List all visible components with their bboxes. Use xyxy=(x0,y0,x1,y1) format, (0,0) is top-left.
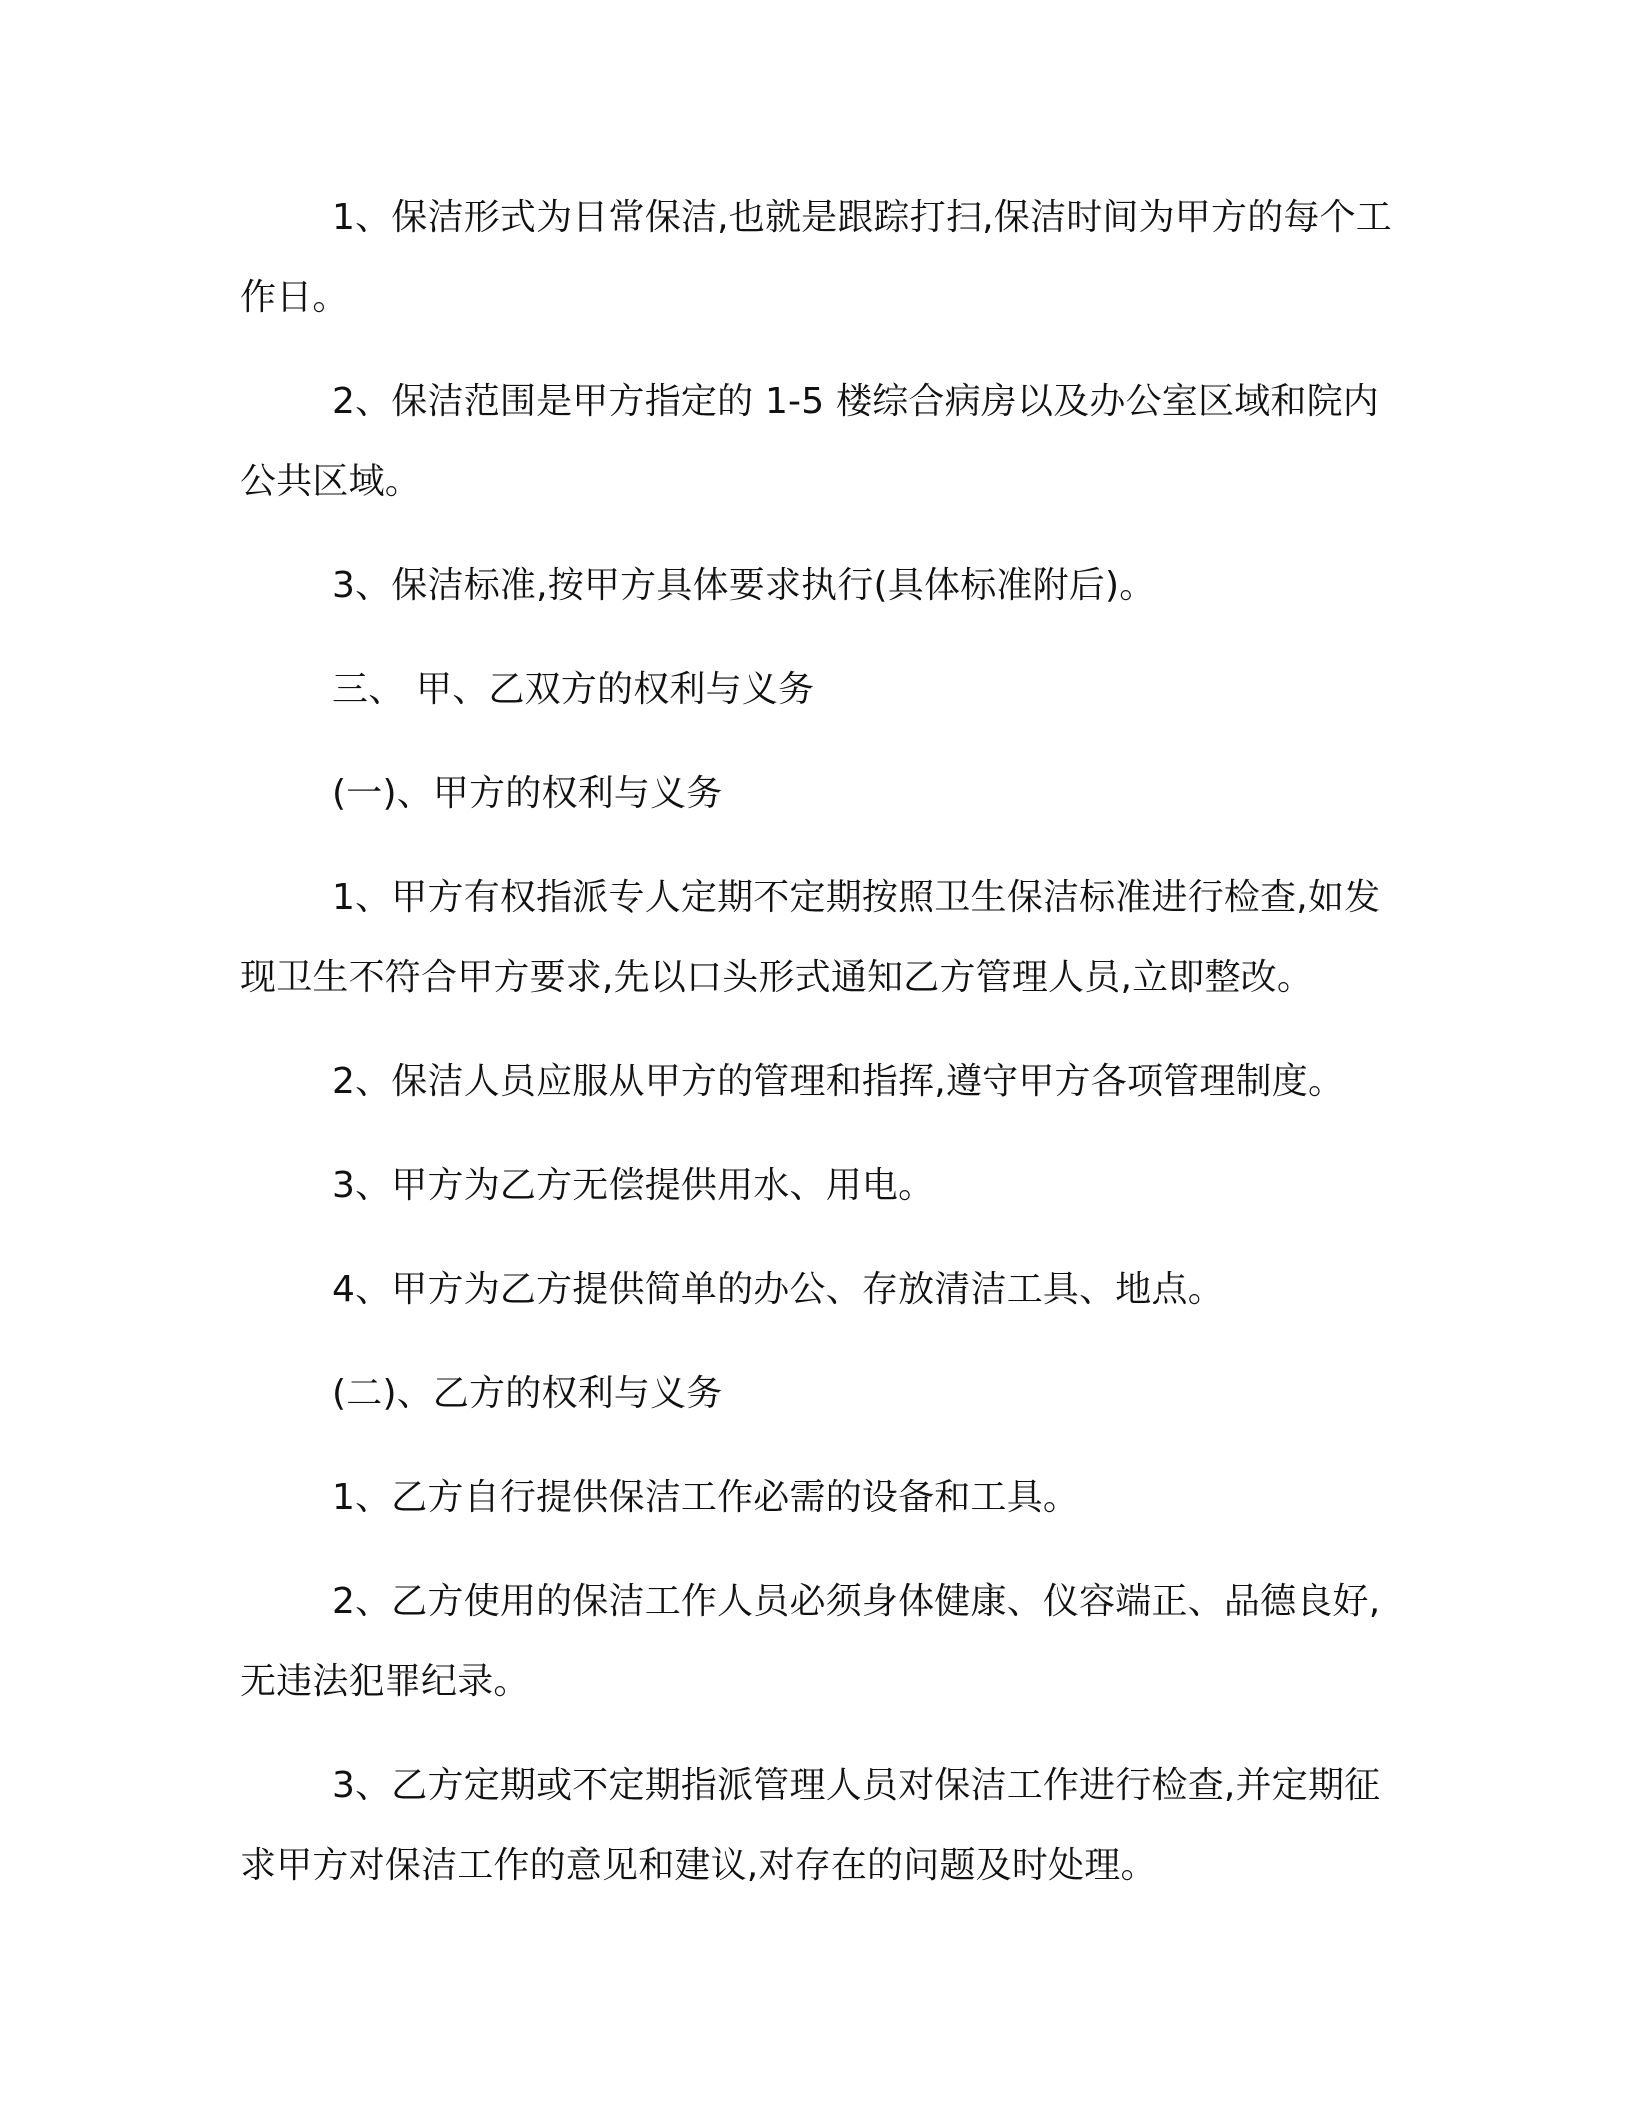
paragraph-water-electricity: 3、甲方为乙方无偿提供用水、用电。 xyxy=(332,1165,935,1206)
paragraph-cleaning-scope: 2、保洁范围是甲方指定的 1-5 楼综合病房以及办公室区域和院内公共区域。 xyxy=(240,381,1379,502)
subsection-heading-party-a: (一)、甲方的权利与义务 xyxy=(332,773,723,814)
subsection-heading-party-b: (二)、乙方的权利与义务 xyxy=(332,1373,723,1414)
paragraph-cleaning-standard: 3、保洁标准,按甲方具体要求执行(具体标准附后)。 xyxy=(332,565,1156,606)
paragraph-staff-compliance: 2、保洁人员应服从甲方的管理和指挥,遵守甲方各项管理制度。 xyxy=(332,1061,1345,1102)
section-heading-rights-obligations: 三、 甲、乙双方的权利与义务 xyxy=(332,669,815,710)
paragraph-party-b-inspection: 3、乙方定期或不定期指派管理人员对保洁工作进行检查,并定期征求甲方对保洁工作的意见和建议,对存在的问题及时处理。 xyxy=(240,1765,1381,1886)
paragraph-party-a-inspection: 1、甲方有权指派专人定期不定期按照卫生保洁标准进行检查,如发现卫生不符合甲方要求,先以口头形式通知乙方管理人员,立即整改。 xyxy=(240,877,1381,998)
paragraph-office-storage: 4、甲方为乙方提供简单的办公、存放清洁工具、地点。 xyxy=(332,1269,1224,1310)
paragraph-party-b-staff-requirements: 2、乙方使用的保洁工作人员必须身体健康、仪容端正、品德良好,无违法犯罪纪录。 xyxy=(240,1581,1381,1702)
document-body xyxy=(240,178,1392,1930)
paragraph-cleaning-form: 1、保洁形式为日常保洁,也就是跟踪打扫,保洁时间为甲方的每个工作日。 xyxy=(240,197,1392,318)
paragraph-party-b-equipment: 1、乙方自行提供保洁工作必需的设备和工具。 xyxy=(332,1477,1080,1518)
